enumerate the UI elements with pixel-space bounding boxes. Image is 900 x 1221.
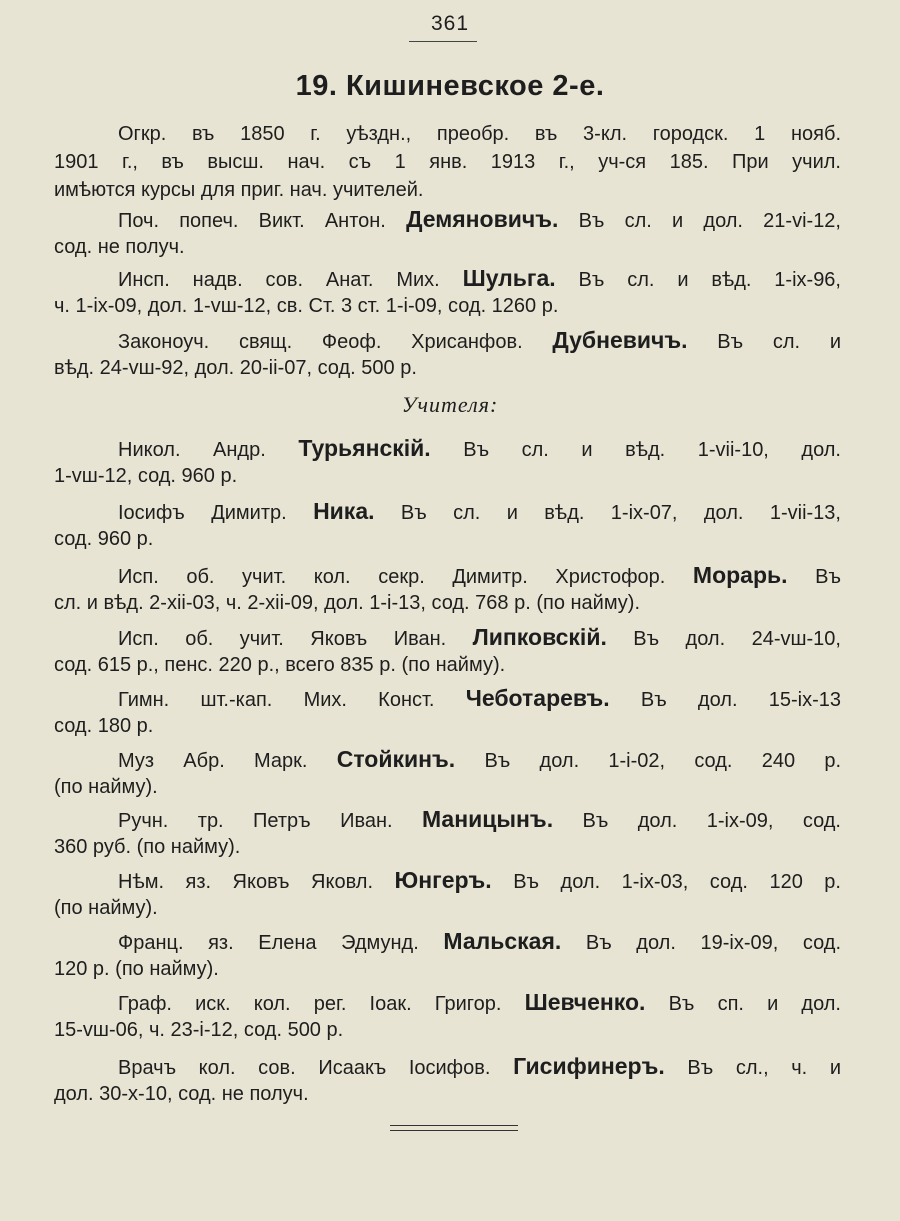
person-surname: Шульга. [462, 265, 556, 291]
entry-line [54, 434, 841, 462]
closing-rule [390, 1125, 518, 1126]
intro-line: Огкр. въ 1850 г. уѣздн., преобр. въ 3-кл. городск. 1 нояб. [118, 123, 841, 145]
intro-line: 1901 г., въ высш. нач. съ 1 янв. 1913 г., уч-ся 185. При учил. [54, 151, 841, 173]
section-title: 19. Кишиневское 2-е. [295, 70, 605, 102]
entry-text: Въ дол. 1-ix-09, сод. [553, 810, 841, 832]
entry-line [54, 866, 841, 894]
entry-text: Въ дол. 1-ix-03, сод. 120 р. [491, 871, 841, 893]
entry-line: сод. 615 р., пенс. 220 р., всего 835 р. (по найму). [54, 654, 506, 676]
entry-text: Въ дол. 24-vш-10, [606, 628, 841, 650]
person-surname: Маницынъ. [421, 806, 554, 832]
teacher-entry [54, 927, 841, 983]
person-surname: Дубневичъ. [552, 327, 688, 353]
entry-text: Въ сл. и дол. 21-vi-12, [558, 210, 841, 232]
person-surname: Гисифинеръ. [513, 1053, 665, 1079]
person-surname: Ника. [313, 498, 375, 524]
person-surname: Чеботаревъ. [465, 685, 610, 711]
entry-text: Нѣм. яз. Яковъ Яковл. [118, 871, 395, 893]
entry-line [54, 927, 841, 955]
teacher-entry [54, 434, 841, 490]
teacher-entry [54, 497, 841, 553]
teacher-entry [54, 988, 841, 1044]
entry-text: Поч. попеч. Викт. Антон. [118, 210, 407, 232]
entry-line: сод. 180 р. [54, 715, 154, 737]
entry-line [54, 745, 841, 773]
teachers-heading: Учителя: [401, 392, 499, 417]
entry-line [54, 326, 841, 354]
entry-text: Франц. яз. Елена Эдмунд. [118, 932, 444, 954]
person-surname: Мальская. [443, 928, 562, 954]
entry-line: ч. 1-ix-09, дол. 1-vш-12, св. Ст. 3 ст. 1-i-09, сод. 1260 р. [54, 295, 559, 317]
teacher-entry [54, 561, 841, 617]
teacher-entry [54, 866, 841, 922]
entry-text: Въ дол. 1-i-02, сод. 240 р. [455, 750, 842, 772]
entry-line [54, 988, 841, 1016]
teacher-entry [54, 805, 841, 861]
entry-line: 120 р. (по найму). [54, 958, 219, 980]
teacher-entry [54, 1052, 841, 1108]
teacher-entry [54, 623, 841, 679]
entry-text: Въ сл. и вѣд. 1-vii-10, дол. [430, 439, 841, 461]
entry-text: Инсп. надв. сов. Анат. Мих. [118, 269, 463, 291]
entry-text: Въ [787, 566, 841, 588]
closing-rule [390, 1130, 518, 1131]
entry-line [54, 497, 841, 525]
person-surname: Морарь. [692, 562, 788, 588]
entry-text: Никол. Андр. [118, 439, 299, 461]
teacher-entry [54, 684, 841, 740]
entry-text: Въ сл. и [687, 331, 841, 353]
entry-line [54, 205, 841, 233]
entry-line: дол. 30-x-10, сод. не получ. [54, 1083, 309, 1105]
entry-line [54, 623, 841, 651]
entry-text: Исп. об. учит. Яковъ Иван. [118, 628, 473, 650]
entry-text: Въ сл. и вѣд. 1-ix-07, дол. 1-vii-13, [374, 502, 841, 524]
entry-line: (по найму). [54, 776, 158, 798]
page-number-underline [409, 41, 477, 42]
entry-line: 15-vш-06, ч. 23-i-12, сод. 500 р. [54, 1019, 344, 1041]
entry-line: сод. 960 р. [54, 528, 154, 550]
entry-line: сод. не получ. [54, 236, 185, 258]
person-surname: Стойкинъ. [336, 746, 456, 772]
entry-text: Врачъ кол. сов. Исаакъ Іосифов. [118, 1057, 514, 1079]
entry-line [54, 264, 841, 292]
entry-text: Граф. иск. кол. рег. Іоак. Григор. [118, 993, 525, 1015]
person-surname: Демяновичъ. [406, 206, 559, 232]
person-surname: Липковскій. [472, 624, 607, 650]
teacher-entry [54, 745, 841, 801]
official-entry [54, 205, 841, 261]
entry-text: Въ сп. и дол. [645, 993, 841, 1015]
entry-text: Гимн. шт.-кап. Мих. Конст. [118, 689, 466, 711]
entry-text: Ручн. тр. Петръ Иван. [118, 810, 422, 832]
entry-text: Въ сл., ч. и [664, 1057, 842, 1079]
entry-text: Законоуч. свящ. Феоф. Хрисанфов. [118, 331, 553, 353]
page-number: 361 [430, 12, 470, 35]
person-surname: Шевченко. [524, 989, 646, 1015]
entry-line: 1-vш-12, сод. 960 р. [54, 465, 238, 487]
entry-text: Исп. об. учит. кол. секр. Димитр. Христофор. [118, 566, 693, 588]
person-surname: Турьянскій. [298, 435, 431, 461]
entry-line: вѣд. 24-vш-92, дол. 20-ii-07, сод. 500 р. [54, 357, 417, 379]
intro-paragraph [54, 120, 841, 204]
entry-line: (по найму). [54, 897, 158, 919]
entry-line [54, 684, 841, 712]
entry-line: сл. и вѣд. 2-xii-03, ч. 2-xii-09, дол. 1-i-13, сод. 768 р. (по найму). [54, 592, 641, 614]
official-entry [54, 264, 841, 320]
person-surname: Юнгеръ. [394, 867, 492, 893]
entry-text: Въ дол. 15-ix-13 [609, 689, 841, 711]
intro-line: имѣются курсы для приг. нач. учителей. [54, 179, 424, 201]
entry-line [54, 805, 841, 833]
entry-text: Іосифъ Димитр. [118, 502, 314, 524]
entry-text: Въ дол. 19-ix-09, сод. [561, 932, 842, 954]
entry-text: Въ сл. и вѣд. 1-ix-96, [555, 269, 841, 291]
entry-line: 360 руб. (по найму). [54, 836, 241, 858]
entry-line [54, 561, 841, 589]
official-entry [54, 326, 841, 382]
entry-text: Муз Абр. Марк. [118, 750, 337, 772]
entry-line [54, 1052, 841, 1080]
